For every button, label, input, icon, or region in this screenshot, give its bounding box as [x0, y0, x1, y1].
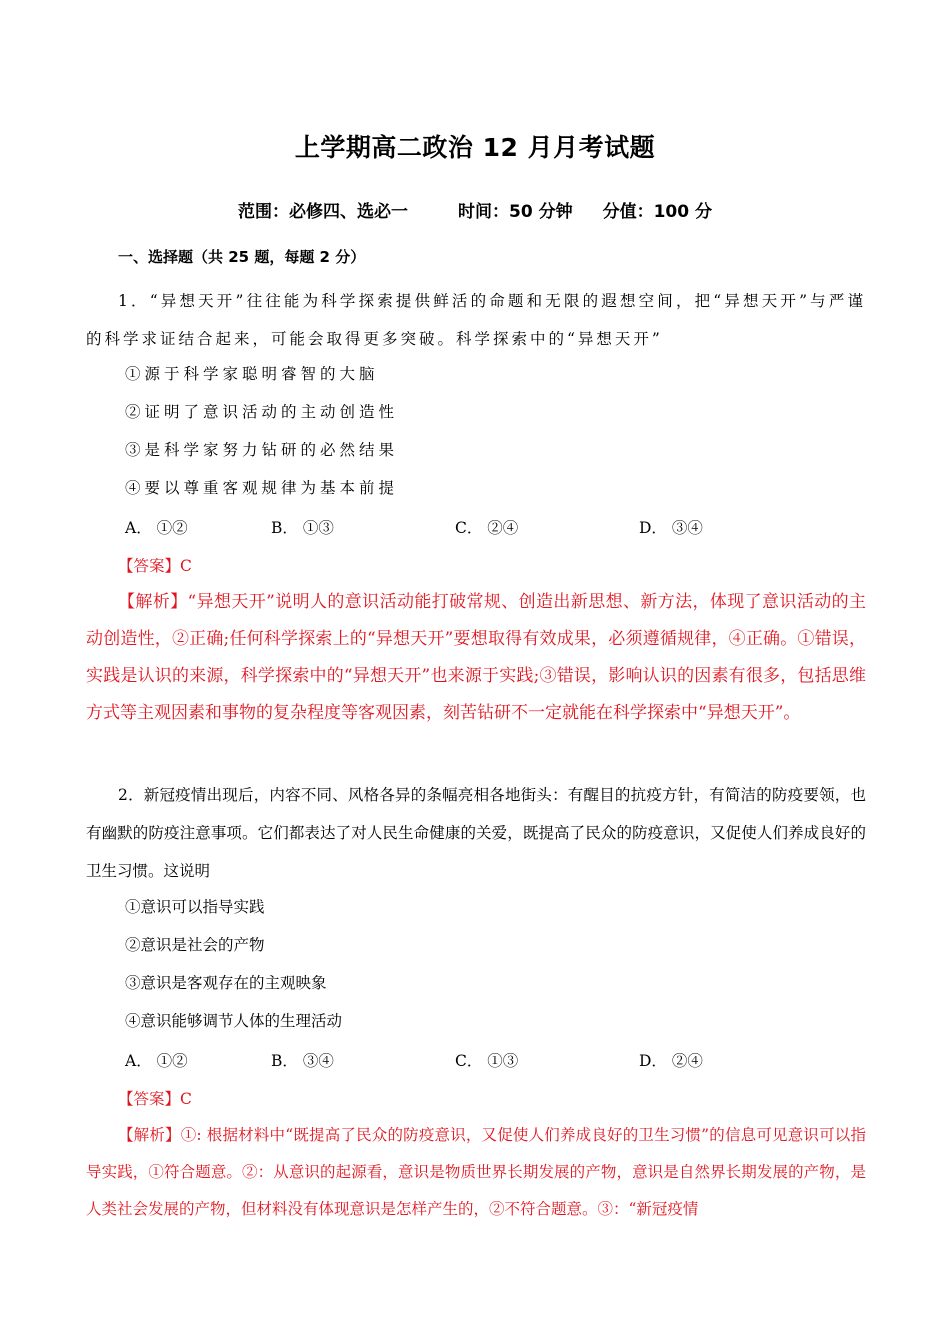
section-heading: 一、选择题（共 25 题，每题 2 分）	[118, 248, 366, 266]
answer-tag: 【答案】	[118, 1090, 181, 1108]
choice-a: A． ①②	[125, 519, 188, 537]
page-title: 上学期高二政治 12 月月考试题	[294, 133, 656, 162]
question-1-stem: 1．“异想天开”往往能为科学探索提供鲜活的命题和无限的遐想空间，把“异想天开”与严谨的科学求证结合起来，可能会取得更多突破。科学探索中的“异想天开”	[86, 292, 866, 348]
explanation-tag: 【解析】	[118, 592, 188, 612]
question-1-item-2: ②证明了意识活动的主动创造性	[125, 403, 399, 421]
choice-d: D． ②④	[639, 1052, 703, 1070]
question-1-item-1: ①源于科学家聪明睿智的大脑	[125, 365, 379, 383]
choice-c: C． ②④	[455, 519, 519, 537]
question-2-answer	[118, 1087, 192, 1109]
choice-c: C． ①③	[455, 1052, 519, 1070]
choice-b: B． ①③	[271, 519, 334, 537]
answer-tag: 【答案】	[118, 557, 181, 575]
answer-value: C	[180, 557, 192, 575]
question-2-explanation	[86, 1117, 866, 1228]
question-1-item-3: ③是科学家努力钻研的必然结果	[125, 441, 399, 459]
answer-value: C	[180, 1090, 192, 1108]
question-2-item-1: ①意识可以指导实践	[125, 898, 265, 916]
exam-scope: 范围：必修四、选必一	[238, 202, 408, 222]
exam-time: 时间：50 分钟	[458, 202, 573, 222]
question-2-item-4: ④意识能够调节人体的生理活动	[125, 1012, 343, 1030]
question-2-choices	[125, 1049, 825, 1071]
exam-info	[0, 197, 950, 222]
choice-a: A． ①②	[125, 1052, 188, 1070]
explanation-text: ①: 根据材料中“既提高了民众的防疫意识，又促使人们养成良好的卫生习惯”的信息可见意识可以指导实践，①符合题意。②：从意识的起源看，意识是物质世界长期发展的产物，意识是自然界长期发展的产物，是人类社会发展的产物，但材料没有体现意识是怎样产生的，②不符合题意。③：“新冠疫情	[86, 1126, 866, 1218]
question-1-choices	[125, 516, 825, 538]
question-1-answer	[118, 554, 192, 576]
question-2-item-3: ③意识是客观存在的主观映象	[125, 974, 327, 992]
question-2-stem: 2．新冠疫情出现后，内容不同、风格各异的条幅亮相各地街头：有醒目的抗疫方针，有简洁的防疫要领，也有幽默的防疫注意事项。它们都表达了对人民生命健康的关爱，既提高了民众的防疫意识，又促使人们养成良好的卫生习惯。这说明	[86, 786, 866, 880]
question-2-item-2: ②意识是社会的产物	[125, 936, 265, 954]
exam-score: 分值：100 分	[602, 202, 712, 222]
question-1-explanation	[86, 584, 866, 732]
question-1-item-4: ④要以尊重客观规律为基本前提	[125, 479, 399, 497]
explanation-text: “异想天开”说明人的意识活动能打破常规、创造出新思想、新方法，体现了意识活动的主动创造性，②正确;任何科学探索上的“异想天开”要想取得有效成果，必须遵循规律，④正确。①错误，实践是认识的来源，科学探索中的“异想天开”也来源于实践;③错误，影响认识的因素有很多，包括思维方式等主观因素和事物的复杂程度等客观因素，刻苦钻研不一定就能在科学探索中“异想天开”。	[86, 592, 866, 723]
choice-d: D． ③④	[639, 519, 703, 537]
choice-b: B． ③④	[271, 1052, 334, 1070]
explanation-tag: 【解析】	[118, 1126, 181, 1144]
